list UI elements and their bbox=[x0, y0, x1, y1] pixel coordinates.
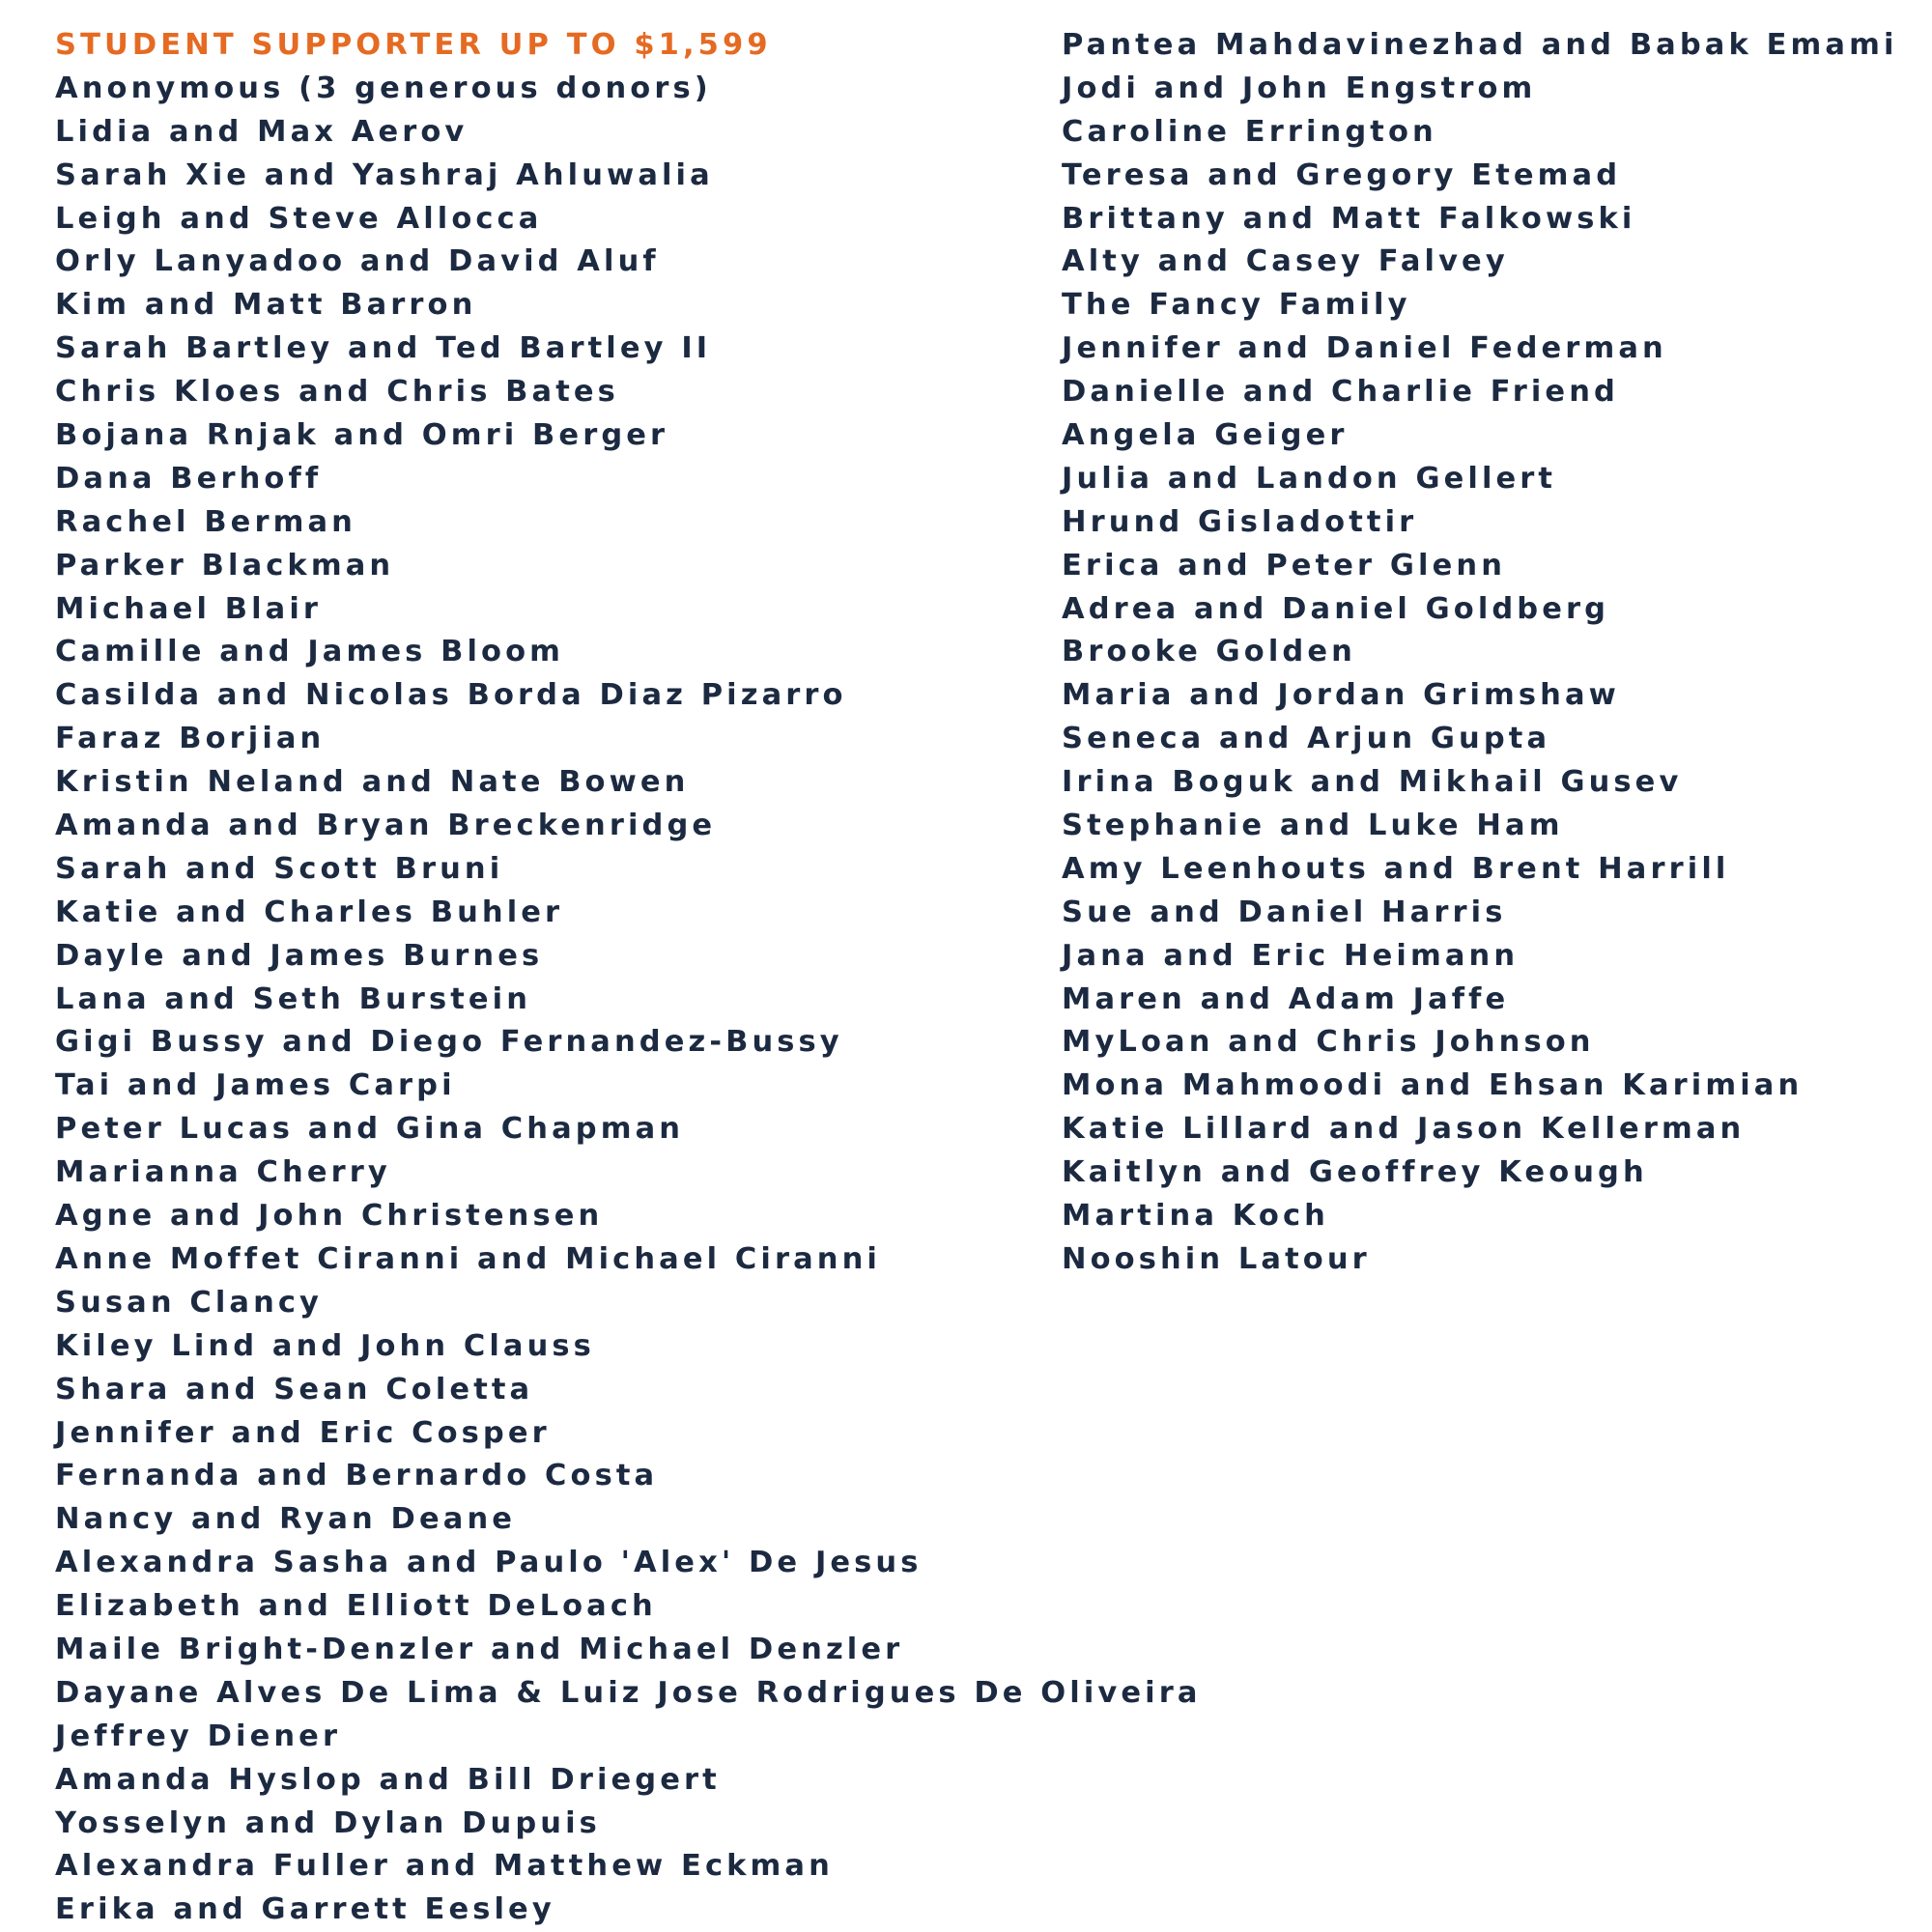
donor-name: Amy Leenhouts and Brent Harrill bbox=[1062, 851, 1730, 886]
donor-name: Tai and James Carpi bbox=[55, 1068, 456, 1103]
donor-name: Irina Boguk and Mikhail Gusev bbox=[1062, 765, 1683, 800]
donor-name: Adrea and Daniel Goldberg bbox=[1062, 591, 1610, 626]
donor-name: Orly Lanyadoo and David Aluf bbox=[55, 244, 660, 279]
donor-name: Jennifer and Daniel Federman bbox=[1062, 331, 1667, 366]
donor-name: Seneca and Arjun Gupta bbox=[1062, 722, 1551, 756]
donor-name: Maren and Adam Jaffe bbox=[1062, 981, 1510, 1016]
donor-name: Parker Blackman bbox=[55, 548, 395, 582]
donor-name: Marianna Cherry bbox=[55, 1155, 391, 1190]
donor-name: Caroline Errington bbox=[1062, 114, 1437, 149]
donor-name: MyLoan and Chris Johnson bbox=[1062, 1025, 1595, 1060]
donor-name: Michael Blair bbox=[55, 591, 323, 626]
donor-name: Dana Berhoff bbox=[55, 461, 323, 496]
donor-name: Kaitlyn and Geoffrey Keough bbox=[1062, 1155, 1648, 1190]
donor-name: Jeffrey Diener bbox=[55, 1719, 342, 1753]
donor-name: Elizabeth and Elliott DeLoach bbox=[55, 1589, 657, 1624]
donor-name: Jana and Eric Heimann bbox=[1062, 938, 1520, 973]
donor-name: Sarah Xie and Yashraj Ahluwalia bbox=[55, 157, 714, 192]
donor-name: The Fancy Family bbox=[1062, 288, 1411, 323]
donor-name: Sarah and Scott Bruni bbox=[55, 851, 504, 886]
donor-name: Katie and Charles Buhler bbox=[55, 895, 564, 929]
donor-name: Maile Bright-Denzler and Michael Denzler bbox=[55, 1632, 904, 1666]
donor-name: Julia and Landon Gellert bbox=[1062, 461, 1557, 496]
donor-name: Rachel Berman bbox=[55, 504, 356, 539]
donor-name: Alexandra Sasha and Paulo 'Alex' De Jesus bbox=[55, 1546, 923, 1580]
donor-name: Fernanda and Bernardo Costa bbox=[55, 1459, 659, 1493]
donor-name: Angela Geiger bbox=[1062, 418, 1349, 453]
donor-name: Agne and John Christensen bbox=[55, 1199, 604, 1234]
donor-list-right-column bbox=[1062, 24, 1898, 1282]
donor-name: Lidia and Max Aerov bbox=[55, 114, 469, 149]
donor-name: Amanda and Bryan Breckenridge bbox=[55, 809, 717, 843]
donor-name: Lana and Seth Burstein bbox=[55, 981, 532, 1016]
donor-name: Alexandra Fuller and Matthew Eckman bbox=[55, 1849, 834, 1884]
donor-name: Hrund Gisladottir bbox=[1062, 504, 1418, 539]
donor-name: Bojana Rnjak and Omri Berger bbox=[55, 418, 669, 453]
donor-name: Sarah Bartley and Ted Bartley II bbox=[55, 331, 712, 366]
donor-name: Dayle and James Burnes bbox=[55, 938, 544, 973]
donor-name: Martina Koch bbox=[1062, 1199, 1329, 1234]
donor-name: Gigi Bussy and Diego Fernandez-Bussy bbox=[55, 1025, 843, 1060]
supporter-tier-heading: STUDENT SUPPORTER UP TO $1,599 bbox=[55, 28, 772, 62]
donor-name: Alty and Casey Falvey bbox=[1062, 244, 1509, 279]
donor-name: Nooshin Latour bbox=[1062, 1241, 1371, 1276]
donor-name: Pantea Mahdavinezhad and Babak Emami bbox=[1062, 28, 1898, 62]
donor-name: Erica and Peter Glenn bbox=[1062, 548, 1507, 582]
donor-name: Sue and Daniel Harris bbox=[1062, 895, 1507, 929]
donor-name: Maria and Jordan Grimshaw bbox=[1062, 678, 1620, 713]
donor-name: Chris Kloes and Chris Bates bbox=[55, 375, 619, 410]
donor-name: Nancy and Ryan Deane bbox=[55, 1502, 517, 1537]
donor-name: Susan Clancy bbox=[55, 1285, 324, 1320]
donor-name: Kiley Lind and John Clauss bbox=[55, 1328, 595, 1363]
donor-name: Peter Lucas and Gina Chapman bbox=[55, 1112, 685, 1147]
donor-name: Yosselyn and Dylan Dupuis bbox=[55, 1805, 601, 1840]
donor-name: Brooke Golden bbox=[1062, 635, 1356, 669]
donor-name: Shara and Sean Coletta bbox=[55, 1372, 534, 1406]
donor-name: Danielle and Charlie Friend bbox=[1062, 375, 1619, 410]
donor-name: Amanda Hyslop and Bill Driegert bbox=[55, 1762, 721, 1797]
donor-name: Anne Moffet Ciranni and Michael Ciranni bbox=[55, 1241, 881, 1276]
donor-name: Katie Lillard and Jason Kellerman bbox=[1062, 1112, 1746, 1147]
donor-name: Jodi and John Engstrom bbox=[1062, 71, 1537, 105]
donor-name: Camille and James Bloom bbox=[55, 635, 565, 669]
donor-name: Jennifer and Eric Cosper bbox=[55, 1415, 551, 1450]
donor-name: Kim and Matt Barron bbox=[55, 288, 477, 323]
donor-name: Dayane Alves De Lima & Luiz Jose Rodrigues De Oliveira bbox=[55, 1675, 1202, 1710]
donor-name: Faraz Borjian bbox=[55, 722, 326, 756]
donor-name: Stephanie and Luke Ham bbox=[1062, 809, 1564, 843]
donor-name: Teresa and Gregory Etemad bbox=[1062, 157, 1622, 192]
donor-list-left-column bbox=[55, 24, 1202, 1932]
donor-name: Casilda and Nicolas Borda Diaz Pizarro bbox=[55, 678, 847, 713]
donor-name: Erika and Garrett Eesley bbox=[55, 1892, 555, 1927]
donor-name: Mona Mahmoodi and Ehsan Karimian bbox=[1062, 1068, 1804, 1103]
donor-name: Brittany and Matt Falkowski bbox=[1062, 201, 1636, 236]
donor-name: Kristin Neland and Nate Bowen bbox=[55, 765, 690, 800]
donor-name: Leigh and Steve Allocca bbox=[55, 201, 543, 236]
donor-name: Anonymous (3 generous donors) bbox=[55, 71, 712, 105]
